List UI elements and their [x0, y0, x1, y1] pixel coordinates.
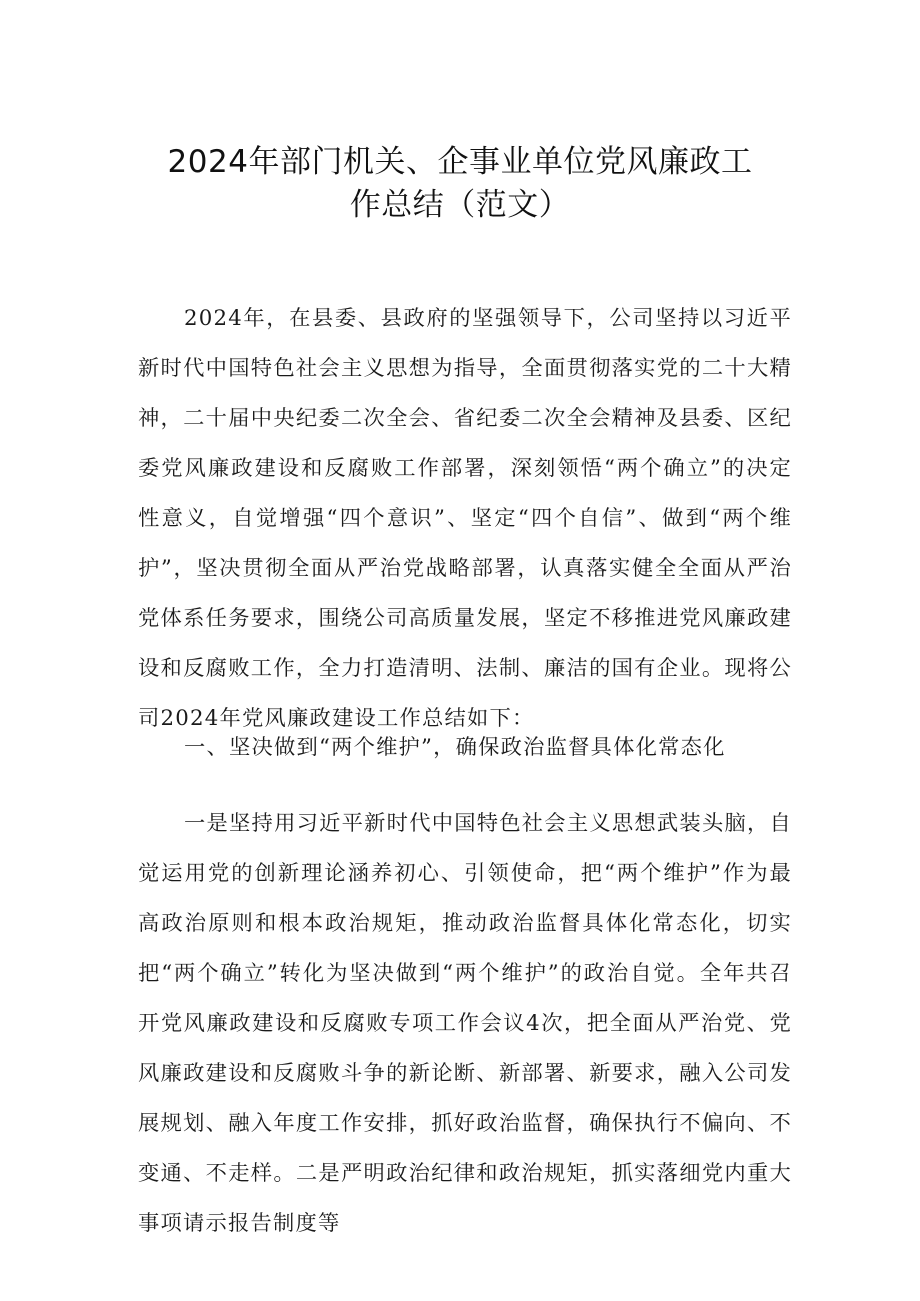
- section-1-heading: 一、坚决做到“两个维护”，确保政治监督具体化常态化: [184, 735, 726, 760]
- section-1-paragraph: 一是坚持用习近平新时代中国特色社会主义思想武装头脑，自觉运用党的创新理论涵养初心、引领使命，把“两个维护”作为最高政治原则和根本政治规矩，推动政治监督具体化常态化，切实把“两个确立”转化为坚决做到“两个维护”的政治自觉。全年共召开党风廉政建设和反腐败专项工作会议4次，把全面从严治党、党风廉政建设和反腐败斗争的新论断、新部署、新要求，融入公司发展规划、融入年度工作安排，抓好政治监督，确保执行不偏向、不变通、不走样。二是严明政治纪律和政治规矩，抓实落细党内重大事项请示报告制度等: [138, 811, 792, 1237]
- document-title-line-1: 2024年部门机关、企事业单位党风廉政工: [167, 144, 753, 180]
- intro-paragraph: 2024年，在县委、县政府的坚强领导下，公司坚持以习近平新时代中国特色社会主义思想为指导，全面贯彻落实党的二十大精神，二十届中央纪委二次全会、省纪委二次全会精神及县委、区纪委党风廉政建设和反腐败工作部署，深刻领悟“两个确立”的决定性意义，自觉增强“四个意识”、坚定“四个自信”、做到“两个维护”，坚决贯彻全面从严治党战略部署，认真落实健全全面从严治党体系任务要求，围绕公司高质量发展，坚定不移推进党风廉政建设和反腐败工作，全力打造清明、法制、廉洁的国有企业。现将公司2024年党风廉政建设工作总结如下：: [138, 306, 792, 732]
- document-title-line-2: 作总结（范文）: [349, 187, 571, 223]
